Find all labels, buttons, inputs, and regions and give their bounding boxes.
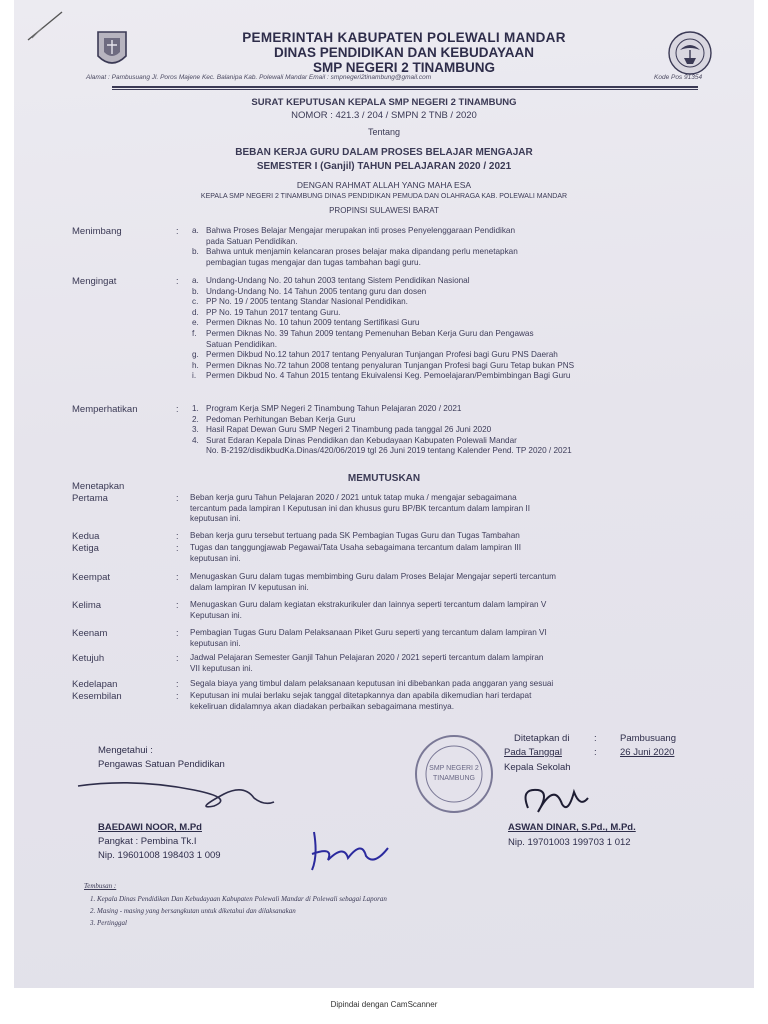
supervisor-nip: Nip. 19601008 198403 1 009 xyxy=(98,850,221,861)
clause-line: Permen Diknas No. 10 tahun 2009 tentang Sertifikasi Guru xyxy=(206,318,420,328)
supervisor-signature xyxy=(74,776,294,816)
item-marker: g. xyxy=(192,350,199,360)
item-marker: a. xyxy=(192,276,199,285)
tembusan-item: 2. Masing - masing yang bersangkutan untuk diketahui dan dilaksanakan xyxy=(90,907,296,915)
blue-signature xyxy=(304,826,394,874)
decree-subject-line2: SEMESTER I (Ganjil) TAHUN PELAJARAN 2020 / 2021 xyxy=(256,161,512,172)
principal-nip: Nip. 19701003 199703 1 012 xyxy=(508,837,631,848)
postcode: Kode Pos 91354 xyxy=(654,74,703,81)
dictum-line: Pembagian Tugas Guru Dalam Pelaksanaan Piket Guru seperti yang tercantum dalam lampiran VI xyxy=(190,628,547,637)
clause-line: pembagian tugas mengajar dan tugas tambahan bagi guru. xyxy=(206,257,421,267)
regency-emblem-icon xyxy=(94,28,130,72)
tut-wuri-handayani-icon xyxy=(666,30,714,76)
clause-line: Undang-Undang No. 14 Tahun 2005 tentang guru dan dosen xyxy=(206,286,427,296)
dictum-label: Kedua xyxy=(72,531,100,542)
stamp-text-bottom: TINAMBUNG xyxy=(433,775,475,782)
dictum-line: kekeliruan didalamnya akan diadakan perbaikan sebagaimana mestinya. xyxy=(190,701,454,711)
clause-line: Hasil Rapat Dewan Guru SMP Negeri 2 Tinambung pada tanggal 26 Juni 2020 xyxy=(206,425,492,435)
dictum-line: Keputusan ini. xyxy=(190,610,242,620)
clause-line: Permen Dikbud No.12 tahun 2017 tentang Penyaluran Tunjangan Profesi bagi Guru PNS Daerah xyxy=(206,350,558,360)
dictum-label: Keenam xyxy=(72,628,108,639)
dictum-label: Ketujuh xyxy=(72,653,105,664)
clause-line: PP No. 19 Tahun 2017 tentang Guru. xyxy=(206,307,341,317)
memutuskan-heading: MEMUTUSKAN xyxy=(347,473,421,484)
ditetapkan-label: Ditetapkan di xyxy=(514,733,570,744)
letterhead-rule xyxy=(112,86,698,88)
dictum-label: Pertama xyxy=(72,493,108,504)
dictum-line: keputusan ini. xyxy=(190,553,241,563)
tembusan-label: Tembusan : xyxy=(84,882,117,890)
school-stamp xyxy=(412,732,496,816)
clause-line: Surat Edaran Kepala Dinas Pendidikan dan Kebudayaan Kabupaten Polewali Mandar xyxy=(206,435,517,445)
decree-number: NOMOR : 421.3 / 204 / SMPN 2 TNB / 2020 xyxy=(291,110,477,121)
letterhead-rule-thin xyxy=(112,89,698,90)
dictum-line: tercantum pada lampiran I Keputusan ini dan khusus guru BP/BK tercantum dalam lampiran II xyxy=(190,503,530,513)
clause-line: Permen Dikbud No. 4 Tahun 2015 tentang Ekuivalensi Keg. Pemoelajaran/Pembimbingan Bagi Guru xyxy=(206,371,571,381)
item-marker: 1. xyxy=(192,404,199,413)
address-text: Alamat : Pambusuang Jl. Poros Majene Kec. Balanipa Kab. Polewali Mandar Email : smpnegeri2tinambung@gmail.com xyxy=(86,74,432,81)
memperhatikan-label: Memperhatikan xyxy=(72,404,138,415)
clause-line: Satuan Pendidikan. xyxy=(206,339,278,349)
tembusan-item: 1. Kepala Dinas Pendidikan Dan Kebudayaan Kabupaten Polewali Mandar di Polewali sebagai Laporan xyxy=(90,895,387,903)
clause-line: No. B-2192/disdikbudKa.Dinas/420/06/2019 tgl 26 Juni 2019 tentang Kalender Pend. TP 2020 / 2021 xyxy=(206,446,572,456)
decree-subject-line1: BEBAN KERJA GURU DALAM PROSES BELAJAR MENGAJAR xyxy=(235,147,533,158)
document-sheet: PEMERINTAH KABUPATEN POLEWALI MANDAR DINAS PENDIDIKAN DAN KEBUDAYAAN SMP NEGERI 2 TINAMBUNG Alamat : Pambusuang Jl. Poros Majene Kec. Balanipa Kab. Polewali Mandar Email : smpnegeri2tinambung@gmail.com Kode Pos 91354 SURAT KEPUTUSAN KEPALA SMP NEGERI 2 TINAMBUNG NOMOR : 421.3 / 204 / SMPN 2 TNB / 2020 Tentang BEBAN KERJA GURU DALAM PROSES BELAJAR MENGAJAR SEMESTER I (Ganjil) TAHUN PELAJARAN 2020 / 2021 DENGAN RAHMAT ALLAH YANG MAHA ESA KEPALA SMP NEGERI 2 TINAMBUNG DINAS PENDIDIKAN PEMUDA DAN OLAHRAGA KAB. POLEWALI MANDAR PROPINSI SULAWESI BARAT Menimbang : a. Bahwa Proses Belajar Mengajar merupakan inti proses Penyelenggaraan Pendidikan pada Satuan Pendidikan. b. Bahwa untuk menjamin kelancaran proses belajar maka dipandang perlu menetapkan pembagian tugas mengajar dan tugas tambahan bagi guru. Mengingat : a. Undang-Undang No. 20 tahun 2003 tentang Sistem Pendidikan Nasional b. Undang-Undang No. 14 Tahun 2005 tentang guru dan dosen c. PP No. 19 / 2005 tentang Standar Nasional Pendidikan. d. PP No. 19 Tahun 2017 tentang Guru. e. Permen Diknas No. 10 tahun 2009 tentang Sertifikasi Guru f. Permen Diknas No. 39 Tahun 2009 tentang Pemenuhan Beban Kerja Guru dan Pengawas Satuan Pendidikan. g. Permen Dikbud No.12 tahun 2017 tentang Penyaluran Tunjangan Profesi bagi Guru PNS Daerah h. Permen Diknas No.72 tahun 2008 tentang penyaluran Tunjangan Profesi bagi Guru Tetap bukan PNS i. Permen Dikbud No. 4 Tahun 2015 tentang Ekuivalensi Keg. Pemoelajaran/Pembimbingan Bagi Guru Memperhatikan : 1. Program Kerja SMP Negeri 2 Tinambung Tahun Pelajaran 2020 / 2021 2. Pedoman Perhitungan Beban Kerja Guru 3. Hasil Rapat Dewan Guru SMP Negeri 2 Tinambung pada tanggal 26 Juni 2020 4. Surat Edaran Kepala Dinas Pendidikan dan Kebudayaan Kabupaten Polewali Mandar No. B-2192/disdikbudKa.Dinas/420/06/2019 tgl 26 Juni 2019 tentang Kalender Pend. TP 2020 / 2021 Menetapkan Pertama : Beban kerja guru Tahun Pelajaran 2020 / 2021 untuk tatap muka / mengajar sebagaimana tercantum pada lampiran I Keputusan ini dan khusus guru BP/BK tercantum dalam lampiran II keputusan ini. Kedua : Beban kerja guru tersebut tertuang pada SK Pembagian Tugas Guru dan Tugas Tambahan Ketiga : Tugas dan tanggungjawab Pegawai/Tata Usaha sebagaimana tercantum dalam lampiran III keputusan ini. Keempat : Menugaskan Guru dalam tugas membimbing Guru dalam Proses Belajar Mengajar seperti tercantum dalam lampiran IV keputusan ini. Kelima : Menugaskan Guru dalam kegiatan ekstrakurikuler dan lainnya seperti tercantum dalam lampiran V Keputusan ini. Keenam : Pembagian Tugas Guru Dalam Pelaksanaan Piket Guru seperti yang tercantum dalam lampiran VI keputusan ini. Ketujuh : Jadwal Pelajaran Semester Ganjil Tahun Pelajaran 2020 / 2021 seperti tercantum dalam lampiran VII keputusan ini. Kedelapan : Segala biaya yang timbul dalam pelaksanaan keputusan ini dibebankan pada anggaran yang sesuai Kesembilan : Keputusan ini mulai berlaku sejak tanggal ditetapkannya dan apabila dikemudian hari terdapat kekeliruan didalamnya akan diadakan perbaikan sebagaimana mestinya. MEMUTUSKAN Ditetapkan di : Pambusuang Pada Tanggal : 26 Juni 2020 Kepala Sekolah Mengetahui : Pengawas Satuan Pendidikan SMP NEGERI 2 TINAMBUNG BAEDAWI NOOR, M.Pd Pangkat : Pembina Tk.I Nip. 19601008 198403 1 009 ASWAN DINAR, S.Pd., M.Pd. Nip. 19701003 199703 1 012 Tembusan : 1. Kepala Dinas Pendidikan Dan Kebudayaan Kabupaten Polewali Mandar di Polewali sebagai Laporan 2. Masing - masing yang bersangkutan untuk diketahui dan dilaksanakan 3. Pertinggal xyxy=(14,0,754,988)
clause-line: Program Kerja SMP Negeri 2 Tinambung Tahun Pelajaran 2020 / 2021 xyxy=(206,404,462,413)
ditetapkan-date: 26 Juni 2020 xyxy=(620,747,675,758)
dictum-label: Ketiga xyxy=(72,543,99,554)
menimbang-label: Menimbang xyxy=(72,226,122,237)
item-marker: b. xyxy=(192,286,199,296)
dictum-line: Jadwal Pelajaran Semester Ganjil Tahun Pelajaran 2020 / 2021 seperti tercantum dalam lampiran xyxy=(190,653,544,662)
supervisor-role: Pengawas Satuan Pendidikan xyxy=(98,759,225,770)
ditetapkan-date-label: Pada Tanggal xyxy=(504,747,562,758)
clause-line: PP No. 19 / 2005 tentang Standar Nasional Pendidikan. xyxy=(206,297,408,307)
supervisor-name: BAEDAWI NOOR, M.Pd xyxy=(98,822,202,833)
dictum-line: Menugaskan Guru dalam kegiatan ekstrakurikuler dan lainnya seperti tercantum dalam lampiran V xyxy=(190,600,547,609)
decree-issuer: KEPALA SMP NEGERI 2 TINAMBUNG DINAS PENDIDIKAN PEMUDA DAN OLAHRAGA KAB. POLEWALI MANDAR xyxy=(200,193,568,200)
stamp-text-top: SMP NEGERI 2 xyxy=(429,765,479,772)
letterhead-agency: DINAS PENDIDIKAN DAN KEBUDAYAAN xyxy=(273,45,535,60)
letterhead-school: SMP NEGERI 2 TINAMBUNG xyxy=(312,60,496,75)
decree-title: SURAT KEPUTUSAN KEPALA SMP NEGERI 2 TINAMBUNG xyxy=(251,97,517,108)
clause-line: Permen Diknas No. 39 Tahun 2009 tentang Pemenuhan Beban Kerja Guru dan Pengawas xyxy=(206,329,534,338)
item-marker: f. xyxy=(192,329,197,338)
decree-tentang: Tentang xyxy=(367,127,401,137)
item-marker: c. xyxy=(192,297,199,307)
clause-line: Bahwa Proses Belajar Mengajar merupakan inti proses Penyelenggaraan Pendidikan xyxy=(206,226,516,235)
item-marker: e. xyxy=(192,318,199,328)
dictum-line: Tugas dan tanggungjawab Pegawai/Tata Usaha sebagaimana tercantum dalam lampiran III xyxy=(190,543,522,552)
dictum-line: dalam lampiran IV keputusan ini. xyxy=(190,582,309,592)
letterhead-address xyxy=(86,74,706,81)
decree-rahmat: DENGAN RAHMAT ALLAH YANG MAHA ESA xyxy=(296,180,472,190)
letterhead-government: PEMERINTAH KABUPATEN POLEWALI MANDAR xyxy=(242,30,566,45)
supervisor-rank: Pangkat : Pembina Tk.I xyxy=(98,836,197,847)
item-marker: b. xyxy=(192,247,199,257)
item-marker: a. xyxy=(192,226,199,235)
clause-line: Pedoman Perhitungan Beban Kerja Guru xyxy=(206,414,356,424)
clause-line: pada Satuan Pendidikan. xyxy=(206,236,298,246)
item-marker: 3. xyxy=(192,425,199,435)
principal-signature xyxy=(514,778,594,822)
ditetapkan-place: Pambusuang xyxy=(620,733,676,744)
dictum-label: Keempat xyxy=(72,572,111,583)
mengetahui-label: Mengetahui : xyxy=(98,745,153,756)
dictum-line: Menugaskan Guru dalam tugas membimbing Guru dalam Proses Belajar Mengajar seperti tercantum xyxy=(190,572,556,581)
dictum-label: Kedelapan xyxy=(72,679,118,690)
pencil-mark xyxy=(26,8,66,42)
clause-line: Bahwa untuk menjamin kelancaran proses belajar maka dipandang perlu menetapkan xyxy=(206,247,518,257)
clause-line: Undang-Undang No. 20 tahun 2003 tentang Sistem Pendidikan Nasional xyxy=(206,276,470,285)
item-marker: i. xyxy=(192,371,197,381)
principal-role: Kepala Sekolah xyxy=(504,762,571,773)
mengingat-label: Mengingat xyxy=(72,276,117,287)
dictum-line: Beban kerja guru Tahun Pelajaran 2020 / 2021 untuk tatap muka / mengajar sebagaimana xyxy=(190,493,517,502)
item-marker: 2. xyxy=(192,414,199,424)
decree-province: PROPINSI SULAWESI BARAT xyxy=(329,206,439,215)
clause-line: Permen Diknas No.72 tahun 2008 tentang penyaluran Tunjangan Profesi bagi Guru Tetap bukan PNS xyxy=(206,360,575,370)
dictum-label: Kesembilan xyxy=(72,691,122,702)
principal-name: ASWAN DINAR, S.Pd., M.Pd. xyxy=(508,822,636,833)
item-marker: 4. xyxy=(192,435,199,445)
item-marker: d. xyxy=(192,307,199,317)
scanner-footer: Dipindai dengan CamScanner xyxy=(330,1000,438,1009)
dictum-line: Beban kerja guru tersebut tertuang pada SK Pembagian Tugas Guru dan Tugas Tambahan xyxy=(190,531,520,540)
dictum-line: keputusan ini. xyxy=(190,514,241,524)
item-marker: h. xyxy=(192,360,199,370)
dictum-line: VII keputusan ini. xyxy=(190,663,253,673)
menetapkan-label: Menetapkan xyxy=(72,481,125,492)
dictum-line: keputusan ini. xyxy=(190,638,241,648)
dictum-line: Keputusan ini mulai berlaku sejak tanggal ditetapkannya dan apabila dikemudian hari terdapat xyxy=(190,691,532,700)
tembusan-item: 3. Pertinggal xyxy=(90,919,127,927)
dictum-line: Segala biaya yang timbul dalam pelaksanaan keputusan ini dibebankan pada anggaran yang sesuai xyxy=(190,679,554,688)
dictum-label: Kelima xyxy=(72,600,102,611)
